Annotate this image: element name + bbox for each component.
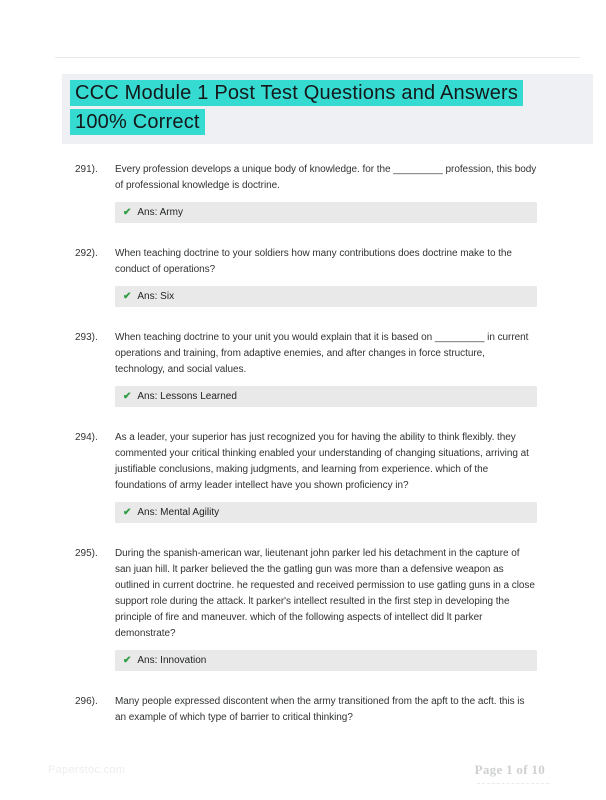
- question-item: [75, 546, 537, 671]
- question-text: Many people expressed discontent when the army transitioned from the apft to the acft. this is an example of which type of barrier to critical thinking?: [115, 696, 525, 723]
- question-number: 293).: [75, 332, 98, 343]
- check-icon: ✔: [123, 207, 132, 218]
- question-item: [75, 246, 537, 307]
- check-icon: ✔: [123, 655, 132, 666]
- check-icon: ✔: [123, 391, 132, 402]
- question-item: [75, 330, 537, 407]
- answer-box: [115, 502, 537, 523]
- question-text: As a leader, your superior has just recognized you for having the ability to think flexibly. they commented your critical thinking enabled your understanding of changing situations, arriving at justifiable conclusions, making judgments, and learning from experience. which of the foundations of army leader intellect have you shown proficiency in?: [115, 432, 529, 491]
- answer-text: Ans: Lessons Learned: [137, 391, 237, 402]
- title-highlight: CCC Module 1 Post Test Questions and Answers 100% Correct: [70, 80, 523, 135]
- question-item: [75, 430, 537, 523]
- question-body: [115, 694, 537, 726]
- question-text: During the spanish-american war, lieutenant john parker led his detachment in the capture of san juan hill. lt parker believed the the gatling gun was more than a defensive weapon as outlined in current doctrine. he requested and received permission to use gatling guns in a close support role during the attack. lt parker's intellect resulted in the first step in developing the principle of fire and maneuver. which of the following aspects of intellect did lt parker demonstrate?: [115, 548, 535, 639]
- answer-box: [115, 286, 537, 307]
- questions-list: [75, 162, 537, 749]
- question-text: When teaching doctrine to your soldiers how many contributions does doctrine make to the conduct of operations?: [115, 248, 512, 275]
- answer-box: [115, 650, 537, 671]
- answer-text: Ans: Army: [137, 207, 183, 218]
- question-body: [115, 330, 537, 407]
- answer-box: [115, 202, 537, 223]
- title-block: [62, 74, 593, 144]
- question-number: 291).: [75, 164, 98, 175]
- question-number: 296).: [75, 696, 98, 707]
- watermark: Paperstoc.com: [48, 764, 126, 776]
- check-icon: ✔: [123, 291, 132, 302]
- question-text: When teaching doctrine to your unit you would explain that it is based on _________ in current operations and training, from adaptive enemies, and after changes in force structure, technology, and social values.: [115, 332, 529, 375]
- answer-box: [115, 386, 537, 407]
- answer-text: Ans: Mental Agility: [137, 507, 220, 518]
- question-item: [75, 694, 537, 726]
- question-body: [115, 162, 537, 223]
- header-divider: [55, 57, 580, 58]
- page-indicator: Page 1 of 10: [474, 762, 545, 777]
- question-number: 295).: [75, 548, 98, 559]
- page-indicator-underline: [477, 783, 549, 784]
- question-body: [115, 546, 537, 671]
- check-icon: ✔: [123, 507, 132, 518]
- question-number: 292).: [75, 248, 98, 259]
- answer-text: Ans: Innovation: [137, 655, 207, 666]
- question-body: [115, 246, 537, 307]
- question-number: 294).: [75, 432, 98, 443]
- page-title: [70, 79, 540, 137]
- question-body: [115, 430, 537, 523]
- answer-text: Ans: Six: [137, 291, 175, 302]
- question-text: Every profession develops a unique body of knowledge. for the _________ profession, this body of professional knowledge is doctrine.: [115, 164, 537, 191]
- question-item: [75, 162, 537, 223]
